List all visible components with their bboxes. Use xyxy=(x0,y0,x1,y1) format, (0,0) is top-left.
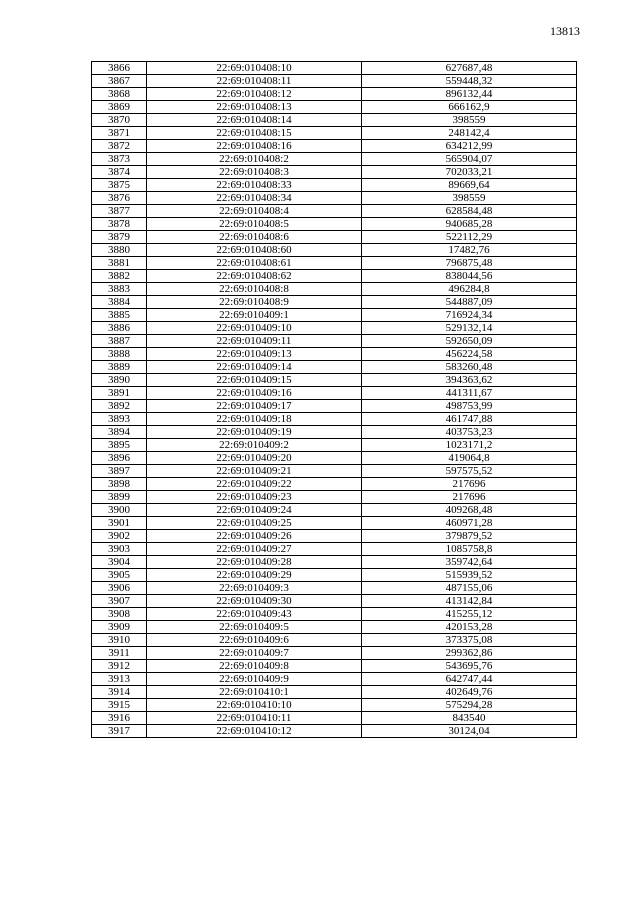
cadastral-value-cell: 359742,64 xyxy=(362,556,577,569)
cadastral-number-cell: 22:69:010409:24 xyxy=(147,504,362,517)
table-row xyxy=(92,114,577,127)
row-number-cell: 3879 xyxy=(92,231,147,244)
cadastral-number-cell: 22:69:010409:27 xyxy=(147,543,362,556)
cadastral-number-cell: 22:69:010409:23 xyxy=(147,491,362,504)
row-number-cell: 3904 xyxy=(92,556,147,569)
cadastral-value-cell: 373375,08 xyxy=(362,634,577,647)
cadastral-value-cell: 529132,14 xyxy=(362,322,577,335)
table-row xyxy=(92,530,577,543)
cadastral-number-cell: 22:69:010409:21 xyxy=(147,465,362,478)
cadastral-number-cell: 22:69:010409:25 xyxy=(147,517,362,530)
table-row xyxy=(92,192,577,205)
cadastral-value-cell: 487155,06 xyxy=(362,582,577,595)
cadastral-value-cell: 398559 xyxy=(362,114,577,127)
cadastral-number-cell: 22:69:010409:26 xyxy=(147,530,362,543)
cadastral-value-cell: 17482,76 xyxy=(362,244,577,257)
cadastral-number-cell: 22:69:010410:11 xyxy=(147,712,362,725)
row-number-cell: 3887 xyxy=(92,335,147,348)
row-number-cell: 3882 xyxy=(92,270,147,283)
cadastral-number-cell: 22:69:010410:1 xyxy=(147,686,362,699)
cadastral-value-cell: 248142,4 xyxy=(362,127,577,140)
table-row xyxy=(92,374,577,387)
cadastral-value-cell: 515939,52 xyxy=(362,569,577,582)
table-row xyxy=(92,322,577,335)
cadastral-number-cell: 22:69:010409:14 xyxy=(147,361,362,374)
row-number-cell: 3894 xyxy=(92,426,147,439)
cadastral-value-cell: 217696 xyxy=(362,478,577,491)
table-row xyxy=(92,673,577,686)
row-number-cell: 3868 xyxy=(92,88,147,101)
row-number-cell: 3902 xyxy=(92,530,147,543)
row-number-cell: 3913 xyxy=(92,673,147,686)
table-row xyxy=(92,699,577,712)
row-number-cell: 3892 xyxy=(92,400,147,413)
row-number-cell: 3874 xyxy=(92,166,147,179)
cadastral-value-cell: 634212,99 xyxy=(362,140,577,153)
row-number-cell: 3917 xyxy=(92,725,147,738)
cadastral-number-cell: 22:69:010409:28 xyxy=(147,556,362,569)
row-number-cell: 3880 xyxy=(92,244,147,257)
table-row xyxy=(92,335,577,348)
cadastral-number-cell: 22:69:010409:8 xyxy=(147,660,362,673)
table-row xyxy=(92,244,577,257)
cadastral-value-cell: 379879,52 xyxy=(362,530,577,543)
cadastral-value-cell: 89669,64 xyxy=(362,179,577,192)
cadastral-number-cell: 22:69:010409:3 xyxy=(147,582,362,595)
table-body xyxy=(92,62,577,738)
row-number-cell: 3885 xyxy=(92,309,147,322)
row-number-cell: 3881 xyxy=(92,257,147,270)
cadastral-number-cell: 22:69:010408:62 xyxy=(147,270,362,283)
table-row xyxy=(92,621,577,634)
table-row xyxy=(92,348,577,361)
table-row xyxy=(92,569,577,582)
cadastral-value-cell: 409268,48 xyxy=(362,504,577,517)
table-row xyxy=(92,387,577,400)
cadastral-value-cell: 575294,28 xyxy=(362,699,577,712)
row-number-cell: 3914 xyxy=(92,686,147,699)
cadastral-number-cell: 22:69:010408:33 xyxy=(147,179,362,192)
cadastral-value-cell: 543695,76 xyxy=(362,660,577,673)
row-number-cell: 3876 xyxy=(92,192,147,205)
table-row xyxy=(92,556,577,569)
table-row xyxy=(92,452,577,465)
cadastral-value-cell: 413142,84 xyxy=(362,595,577,608)
table-row xyxy=(92,400,577,413)
cadastral-value-cell: 398559 xyxy=(362,192,577,205)
row-number-cell: 3871 xyxy=(92,127,147,140)
cadastral-value-cell: 583260,48 xyxy=(362,361,577,374)
cadastral-value-cell: 838044,56 xyxy=(362,270,577,283)
cadastral-number-cell: 22:69:010408:6 xyxy=(147,231,362,244)
cadastral-number-cell: 22:69:010409:43 xyxy=(147,608,362,621)
row-number-cell: 3869 xyxy=(92,101,147,114)
cadastral-value-cell: 702033,21 xyxy=(362,166,577,179)
cadastral-value-cell: 843540 xyxy=(362,712,577,725)
table-row xyxy=(92,595,577,608)
cadastral-value-cell: 30124,04 xyxy=(362,725,577,738)
cadastral-value-cell: 461747,88 xyxy=(362,413,577,426)
cadastral-number-cell: 22:69:010409:5 xyxy=(147,621,362,634)
row-number-cell: 3908 xyxy=(92,608,147,621)
table-row xyxy=(92,647,577,660)
table-row xyxy=(92,634,577,647)
row-number-cell: 3888 xyxy=(92,348,147,361)
row-number-cell: 3890 xyxy=(92,374,147,387)
cadastral-number-cell: 22:69:010408:34 xyxy=(147,192,362,205)
cadastral-value-cell: 642747,44 xyxy=(362,673,577,686)
cadastral-number-cell: 22:69:010409:11 xyxy=(147,335,362,348)
cadastral-value-cell: 940685,28 xyxy=(362,218,577,231)
cadastral-number-cell: 22:69:010409:19 xyxy=(147,426,362,439)
row-number-cell: 3872 xyxy=(92,140,147,153)
cadastral-number-cell: 22:69:010408:2 xyxy=(147,153,362,166)
table-row xyxy=(92,62,577,75)
cadastral-value-table xyxy=(91,61,577,738)
cadastral-value-cell: 627687,48 xyxy=(362,62,577,75)
cadastral-number-cell: 22:69:010409:22 xyxy=(147,478,362,491)
table-row xyxy=(92,465,577,478)
table-row xyxy=(92,517,577,530)
cadastral-number-cell: 22:69:010408:11 xyxy=(147,75,362,88)
table-row xyxy=(92,478,577,491)
row-number-cell: 3883 xyxy=(92,283,147,296)
row-number-cell: 3896 xyxy=(92,452,147,465)
row-number-cell: 3889 xyxy=(92,361,147,374)
row-number-cell: 3906 xyxy=(92,582,147,595)
row-number-cell: 3909 xyxy=(92,621,147,634)
cadastral-value-cell: 419064,8 xyxy=(362,452,577,465)
cadastral-number-cell: 22:69:010408:16 xyxy=(147,140,362,153)
cadastral-number-cell: 22:69:010409:29 xyxy=(147,569,362,582)
table-row xyxy=(92,439,577,452)
table-row xyxy=(92,166,577,179)
table-row xyxy=(92,608,577,621)
row-number-cell: 3912 xyxy=(92,660,147,673)
cadastral-value-cell: 415255,12 xyxy=(362,608,577,621)
row-number-cell: 3897 xyxy=(92,465,147,478)
table-row xyxy=(92,361,577,374)
cadastral-number-cell: 22:69:010409:20 xyxy=(147,452,362,465)
row-number-cell: 3875 xyxy=(92,179,147,192)
cadastral-number-cell: 22:69:010409:1 xyxy=(147,309,362,322)
table-row xyxy=(92,491,577,504)
row-number-cell: 3867 xyxy=(92,75,147,88)
page-number: 13813 xyxy=(550,24,580,38)
cadastral-number-cell: 22:69:010409:10 xyxy=(147,322,362,335)
row-number-cell: 3905 xyxy=(92,569,147,582)
table-row xyxy=(92,153,577,166)
cadastral-number-cell: 22:69:010409:13 xyxy=(147,348,362,361)
cadastral-value-cell: 498753,99 xyxy=(362,400,577,413)
cadastral-value-cell: 565904,07 xyxy=(362,153,577,166)
table-row xyxy=(92,218,577,231)
row-number-cell: 3866 xyxy=(92,62,147,75)
row-number-cell: 3886 xyxy=(92,322,147,335)
table-row xyxy=(92,296,577,309)
cadastral-value-cell: 522112,29 xyxy=(362,231,577,244)
row-number-cell: 3903 xyxy=(92,543,147,556)
cadastral-value-cell: 420153,28 xyxy=(362,621,577,634)
cadastral-value-cell: 597575,52 xyxy=(362,465,577,478)
row-number-cell: 3911 xyxy=(92,647,147,660)
cadastral-value-cell: 1085758,8 xyxy=(362,543,577,556)
table-row xyxy=(92,140,577,153)
cadastral-number-cell: 22:69:010408:3 xyxy=(147,166,362,179)
cadastral-number-cell: 22:69:010409:17 xyxy=(147,400,362,413)
cadastral-value-cell: 628584,48 xyxy=(362,205,577,218)
cadastral-value-cell: 666162,9 xyxy=(362,101,577,114)
table-row xyxy=(92,270,577,283)
row-number-cell: 3916 xyxy=(92,712,147,725)
row-number-cell: 3877 xyxy=(92,205,147,218)
row-number-cell: 3900 xyxy=(92,504,147,517)
row-number-cell: 3915 xyxy=(92,699,147,712)
cadastral-value-cell: 402649,76 xyxy=(362,686,577,699)
cadastral-number-cell: 22:69:010408:8 xyxy=(147,283,362,296)
row-number-cell: 3901 xyxy=(92,517,147,530)
row-number-cell: 3870 xyxy=(92,114,147,127)
table-row xyxy=(92,75,577,88)
cadastral-value-cell: 217696 xyxy=(362,491,577,504)
table-row xyxy=(92,686,577,699)
cadastral-number-cell: 22:69:010410:12 xyxy=(147,725,362,738)
cadastral-value-cell: 456224,58 xyxy=(362,348,577,361)
row-number-cell: 3891 xyxy=(92,387,147,400)
cadastral-number-cell: 22:69:010409:15 xyxy=(147,374,362,387)
row-number-cell: 3878 xyxy=(92,218,147,231)
cadastral-value-cell: 403753,23 xyxy=(362,426,577,439)
table-row xyxy=(92,660,577,673)
cadastral-value-cell: 796875,48 xyxy=(362,257,577,270)
cadastral-number-cell: 22:69:010409:9 xyxy=(147,673,362,686)
cadastral-number-cell: 22:69:010408:15 xyxy=(147,127,362,140)
table-row xyxy=(92,413,577,426)
row-number-cell: 3910 xyxy=(92,634,147,647)
cadastral-number-cell: 22:69:010409:18 xyxy=(147,413,362,426)
table-row xyxy=(92,426,577,439)
row-number-cell: 3907 xyxy=(92,595,147,608)
table-row xyxy=(92,582,577,595)
row-number-cell: 3899 xyxy=(92,491,147,504)
cadastral-value-cell: 299362,86 xyxy=(362,647,577,660)
cadastral-number-cell: 22:69:010408:14 xyxy=(147,114,362,127)
cadastral-number-cell: 22:69:010408:5 xyxy=(147,218,362,231)
cadastral-value-cell: 544887,09 xyxy=(362,296,577,309)
table-row xyxy=(92,101,577,114)
table-row xyxy=(92,179,577,192)
cadastral-value-cell: 460971,28 xyxy=(362,517,577,530)
table-row xyxy=(92,712,577,725)
row-number-cell: 3895 xyxy=(92,439,147,452)
cadastral-value-cell: 592650,09 xyxy=(362,335,577,348)
cadastral-number-cell: 22:69:010408:13 xyxy=(147,101,362,114)
cadastral-value-cell: 441311,67 xyxy=(362,387,577,400)
cadastral-number-cell: 22:69:010408:60 xyxy=(147,244,362,257)
cadastral-number-cell: 22:69:010408:9 xyxy=(147,296,362,309)
cadastral-value-cell: 1023171,2 xyxy=(362,439,577,452)
table-row xyxy=(92,205,577,218)
table-row xyxy=(92,504,577,517)
cadastral-number-cell: 22:69:010408:10 xyxy=(147,62,362,75)
row-number-cell: 3893 xyxy=(92,413,147,426)
cadastral-value-cell: 394363,62 xyxy=(362,374,577,387)
cadastral-number-cell: 22:69:010408:61 xyxy=(147,257,362,270)
row-number-cell: 3898 xyxy=(92,478,147,491)
table-row xyxy=(92,543,577,556)
table-row xyxy=(92,257,577,270)
table-row xyxy=(92,127,577,140)
table-row xyxy=(92,725,577,738)
table-row xyxy=(92,309,577,322)
cadastral-value-cell: 896132,44 xyxy=(362,88,577,101)
cadastral-number-cell: 22:69:010409:6 xyxy=(147,634,362,647)
cadastral-number-cell: 22:69:010409:30 xyxy=(147,595,362,608)
table-row xyxy=(92,88,577,101)
cadastral-value-cell: 716924,34 xyxy=(362,309,577,322)
cadastral-value-cell: 496284,8 xyxy=(362,283,577,296)
cadastral-number-cell: 22:69:010409:2 xyxy=(147,439,362,452)
table-row xyxy=(92,283,577,296)
row-number-cell: 3873 xyxy=(92,153,147,166)
cadastral-number-cell: 22:69:010408:12 xyxy=(147,88,362,101)
cadastral-number-cell: 22:69:010408:4 xyxy=(147,205,362,218)
table-row xyxy=(92,231,577,244)
cadastral-number-cell: 22:69:010409:7 xyxy=(147,647,362,660)
cadastral-number-cell: 22:69:010409:16 xyxy=(147,387,362,400)
cadastral-number-cell: 22:69:010410:10 xyxy=(147,699,362,712)
cadastral-value-cell: 559448,32 xyxy=(362,75,577,88)
row-number-cell: 3884 xyxy=(92,296,147,309)
